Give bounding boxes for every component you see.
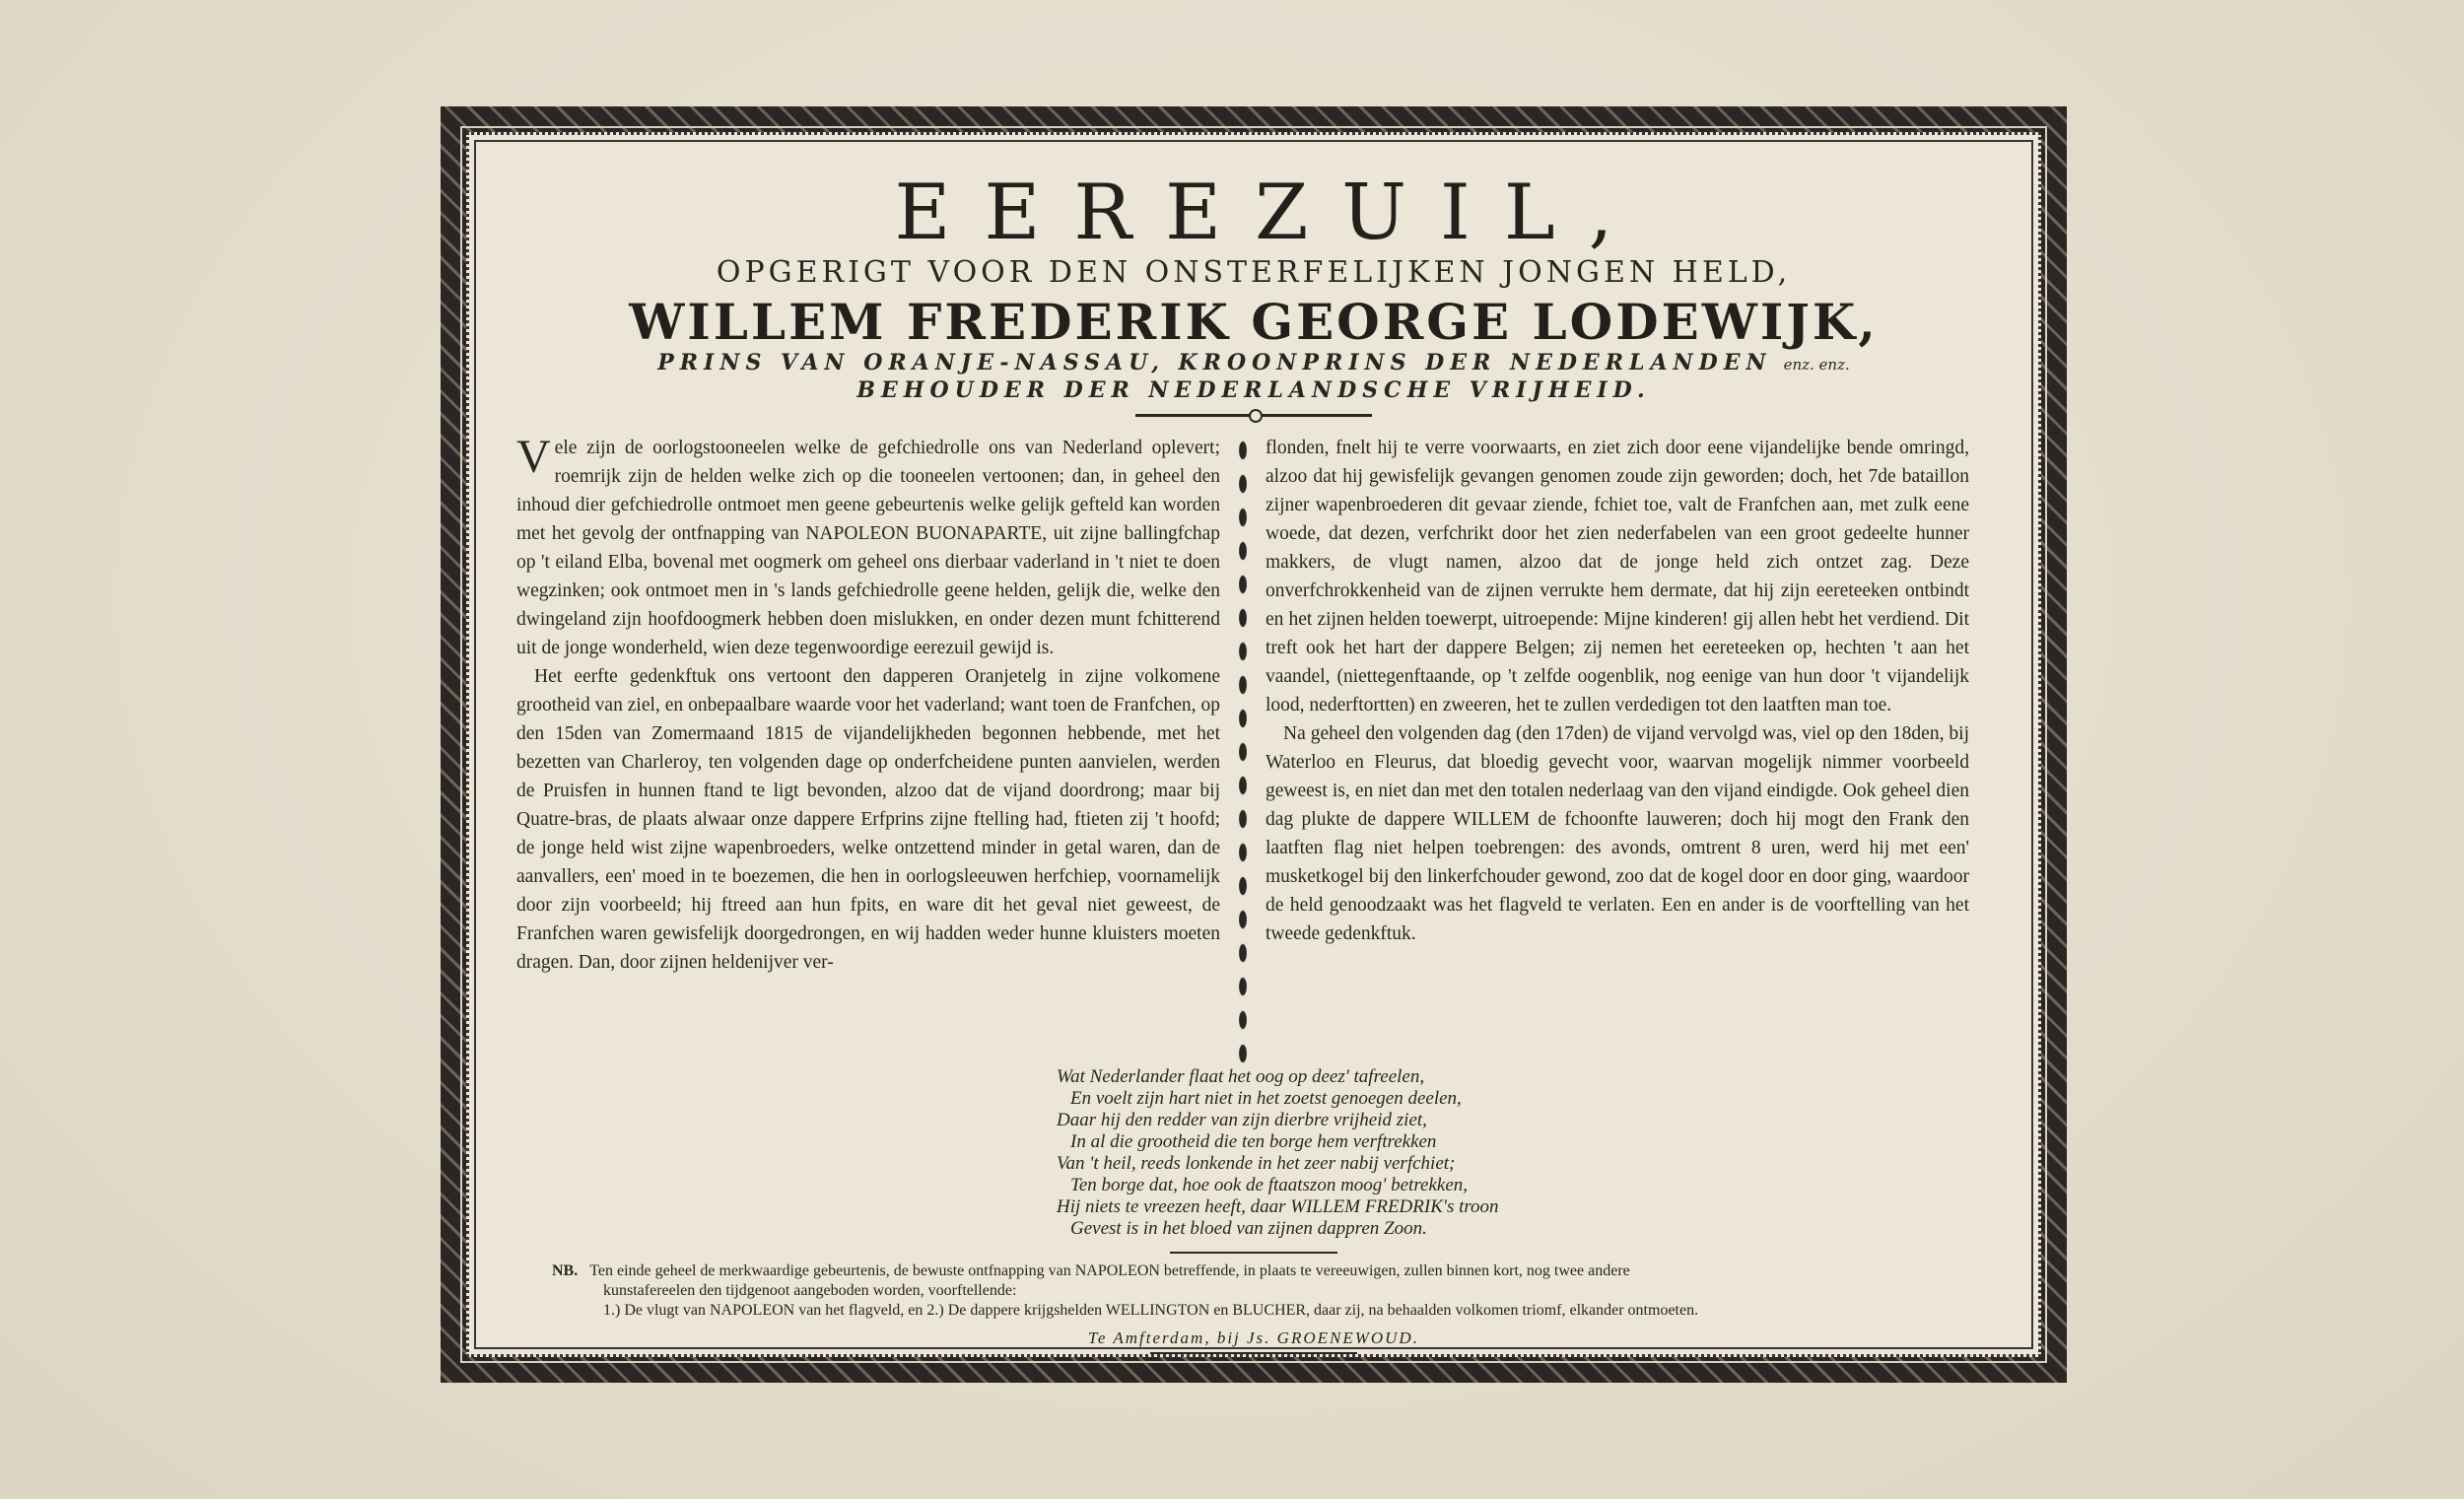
left-paragraph-1 xyxy=(516,431,1220,662)
title-line-keeper: BEHOUDER DER NEDERLANDSCHE VRIJHEID. xyxy=(856,377,1651,403)
imprint-rule xyxy=(1150,1352,1357,1354)
column-divider-ornament xyxy=(1220,434,1266,1064)
poem-line: Hij niets te vreezen heeft, daar WILLEM FREDRIK's troon xyxy=(1057,1196,1499,1217)
drop-cap: V xyxy=(516,431,551,483)
right-paragraph-2: Na geheel den volgenden dag (den 17den) de vijand vervolgd was, viel op den 18den, bij Waterloo en Fleurus, dat bloedig gevecht voor, waarvan mogelijk nimmer voorbeeld geweest is, en niet dan met den totalen nederlaag van den vijand eindigde. Ook geheel dien dag plukte de dappere WILLEM de fchoonfte lauweren; doch hij mogt den Frank den laatften flag niet helpen toebrengen: des avonds, omtrent 8 uren, werd hij met een' musketkogel bij den linkerfchouder gewond, zoo dat de kogel door en door ging, waardoor de held genoodzaakt was het flagveld te verlaten. Een en ander is de voorftelling van het tweede gedenkftuk. xyxy=(1266,723,1969,944)
poem-line: Gevest is in het bloed van zijnen dappren Zoon. xyxy=(1070,1218,1427,1239)
header-rule xyxy=(1135,413,1372,418)
note-label: NB. xyxy=(552,1262,579,1279)
body-columns xyxy=(516,431,1991,1064)
poem-line: Daar hij den redder van zijn dierbre vrijheid ziet, xyxy=(1057,1110,1427,1130)
text-panel xyxy=(466,132,2041,1357)
prince-title: PRINS VAN ORANJE-NASSAU, KROONPRINS DER NEDERLANDEN xyxy=(657,350,1772,375)
poem-line: Van 't heil, reeds lonkende in het zeer nabij verfchiet; xyxy=(1057,1153,1456,1174)
main-title: EEREZUIL, xyxy=(894,169,1647,257)
poem-line: Ten borge dat, hoe ook de ftaatszon moog' betrekken, xyxy=(1070,1175,1468,1195)
title-line-prince xyxy=(516,350,1991,377)
poem-line: In al die grootheid die ten borge hem verftrekken xyxy=(1070,1131,1437,1152)
right-column xyxy=(1266,434,1969,1064)
poem-line: Wat Nederlander flaat het oog op deez' tafreelen, xyxy=(1057,1066,1425,1087)
subtitle: OPGERIGT VOOR DEN ONSTERFELIJKEN JONGEN HELD, xyxy=(716,255,1792,290)
prince-title-suffix: enz. enz. xyxy=(1783,356,1850,374)
left-paragraph-2: Het eerfte gedenkftuk ons vertoont den dapperen Oranjetelg in zijne volkomene grootheid van ziel, en onbepaalbare waarde voor het vaderland; want toen de Franfchen, op den 15den van Zomermaand 1815 de vijandelijkheden begonnen hebbende, met het bezetten van Charleroy, ten volgenden dage op onderfcheidene punten aanvielen, werden de Pruisfen in hunnen ftand te ligt bevonden, alzoo dat de vijand doordrong; maar bij Quatre-bras, de plaats alwaar onze dappere Erfprins zijne ftelling had, ftieten zij 't hoofd; de jonge held wist zijne wapenbroeders, welke ontzettend minder in getal waren, dan de aanvallers, een' moed in te boezemen, die hen in oorlogsleeuwen herfchiep, voornamelijk door zijn voorbeeld; hij ftreed aan hun fpits, en ware dit het geval niet geweest, de Franfchen waren gewisfelijk doorgedrongen, en wij hadden weder hunne kluisters moeten dragen. Dan, door zijnen heldenijver ver- xyxy=(516,666,1220,973)
note-rule xyxy=(1170,1252,1337,1254)
note-block xyxy=(516,1261,1991,1321)
hero-name: WILLEM FREDERIK GEORGE LODEWIJK, xyxy=(629,293,1879,351)
note-line-3: 1.) De vlugt van NAPOLEON van het flagveld, en 2.) De dappere krijgshelden WELLINGTON en BLUCHER, daar zij, na behaalden volkomen triomf, elkander ontmoeten. xyxy=(603,1302,1699,1319)
left-paragraph-1-text: ele zijn de oorlogstooneelen welke de gefchiedrolle ons van Nederland oplevert; roemrijk zijn de helden welke zich op die tooneelen vertoonen; dan, in geheel den inhoud dier gefchiedrolle ontmoet men geene gebeurtenis welke gelijk gefteld kan worden met het gevolg der ontfnapping van NAPOLEON BUONAPARTE, uit zijne ballingfchap op 't eiland Elba, bovenal met oogmerk om geheel ons dierbaar vaderland in 't niet te doen wegzinken; ook ontmoet men in 's lands gefchiedrolle geene helden, gelijk die, welke den dwingeland zijn hoofdoogmerk hebben doen mislukken, en onder dezen munt fchitterend uit de jonge wonderheld, wien deze tegenwoordige eerezuil gewijd is. xyxy=(516,438,1220,658)
poem-line: En voelt zijn hart niet in het zoetst genoegen deelen, xyxy=(1070,1088,1462,1109)
imprint: Te Amfterdam, bij Js. GROENEWOUD. xyxy=(1088,1329,1419,1347)
note-line-2: kunstafereelen den tijdgenoot aangeboden worden, voorftellende: xyxy=(603,1282,1017,1299)
poem xyxy=(516,1066,1991,1240)
right-paragraph-1: flonden, fnelt hij te verre voorwaarts, en ziet zich door eene vijandelijke bende omringd, alzoo dat hij gewisfelijk gevangen genomen zoude zijn geworden; doch, het 7de bataillon zijner wapenbroederen dit gevaar ziende, fchiet toe, valt de Franfchen aan, met zulk eene woede, dat dezen, verfchrikt door het zien nederfabelen van een groot gedeelte hunner makkers, de vlugt namen, alzoo dat de jonge held zich ontzet zag. Deze onverfchrokkenheid van de zijnen verrukte hem dermate, dat hij zijn eereteeken ontbindt en het zijnen helden toewerpt, uitroepende: Mijne kinderen! gij allen hebt het verdiend. Dit treft ook het hart der dappere Belgen; zij nemen het eereteeken op, hechten 't aan het vaandel, (niettegenftaande, op 't zelfde oogenblik, nog eenige van hun door 't vijandelijk lood, nederftortten) en zweeren, het te zullen verdedigen tot den laatften man toe. xyxy=(1266,438,1969,715)
note-line-1 xyxy=(552,1261,1991,1281)
note-text-1: Ten einde geheel de merkwaardige gebeurtenis, de bewuste ontfnapping van NAPOLEON betreffende, in plaats te vereeuwigen, zullen binnen kort, nog twee andere xyxy=(589,1262,1630,1279)
ornamental-border xyxy=(441,106,2067,1383)
left-column xyxy=(516,431,1220,1064)
